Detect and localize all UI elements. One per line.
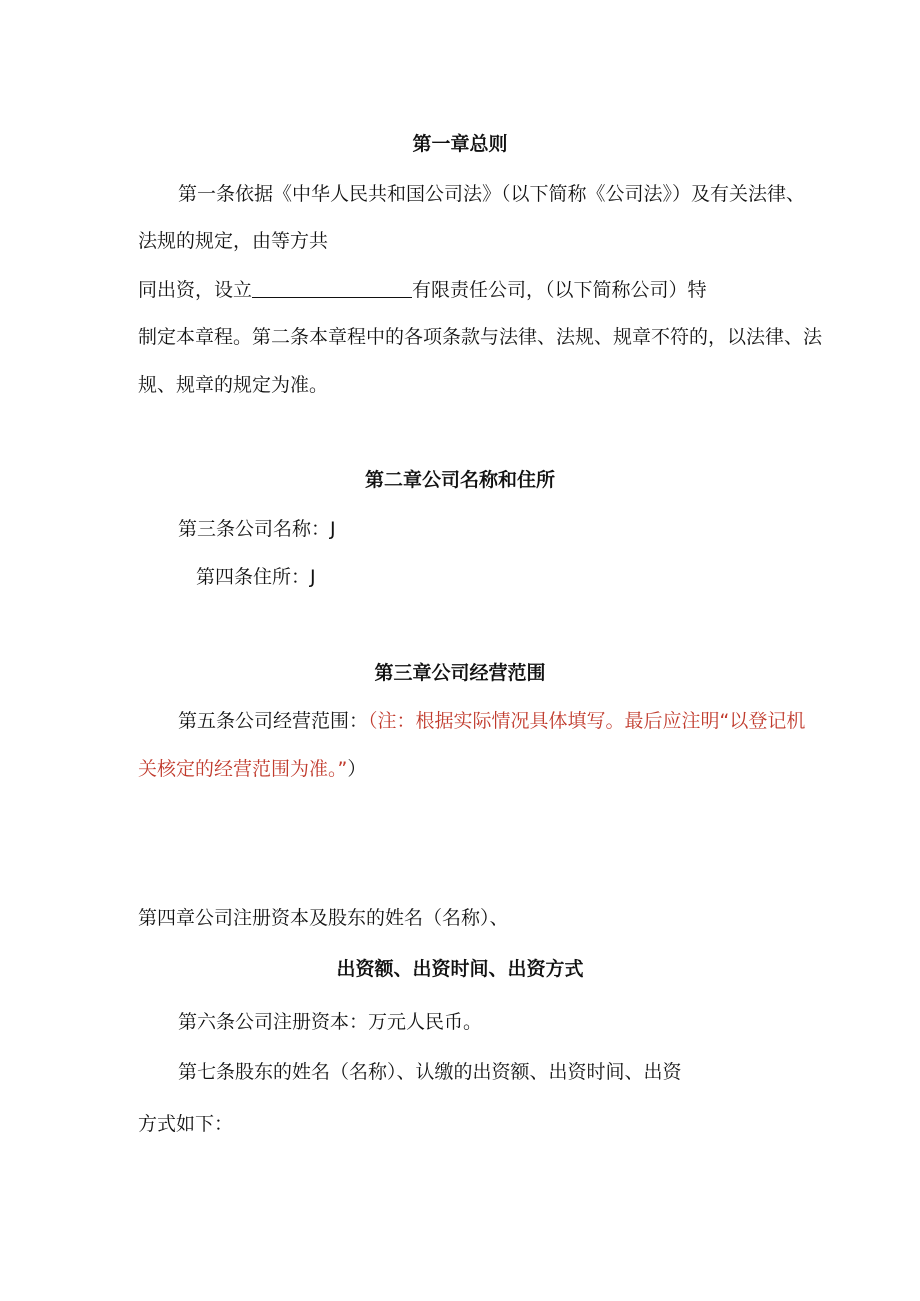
art7-line2: 方式如下： xyxy=(138,1113,234,1135)
art1-line3-prefix: 同出资，设立 xyxy=(138,279,253,301)
art5-line1 xyxy=(178,707,805,735)
art4-address: 第四条住所：J xyxy=(196,566,316,588)
art1-line1: 第一条依据《中华人民共和国公司法》（以下简称《公司法》）及有关法律、 xyxy=(178,183,806,205)
art1-line4: 制定本章程。第二条本章程中的各项条款与法律、法规、规章不符的，以法律、法 xyxy=(138,326,823,348)
chapter4-title-line1: 第四章公司注册资本及股东的姓名（名称）、 xyxy=(138,907,509,929)
art1-line3 xyxy=(138,276,707,304)
art7-line1: 第七条股东的姓名（名称）、认缴的出资额、出资时间、出资 xyxy=(178,1061,682,1083)
art3-company-name: 第三条公司名称：J xyxy=(178,518,336,540)
art5-note-part2: 关核定的经营范围为准。” xyxy=(138,758,348,780)
chapter4-title-line2: 出资额、出资时间、出资方式 xyxy=(336,958,584,980)
art5-close-paren: ） xyxy=(347,758,367,780)
art5-note-part1: （注：根据实际情况具体填写。最后应注明“以登记机 xyxy=(368,710,806,732)
art1-line3-suffix: 有限责任公司，（以下简称公司）特 xyxy=(412,279,707,301)
art1-line2: 法规的规定，由等方共 xyxy=(138,230,329,252)
art5-label: 第五条公司经营范围： xyxy=(178,710,369,732)
art1-line5: 规、规章的规定为准。 xyxy=(138,374,329,396)
art6-registered-capital: 第六条公司注册资本：万元人民币。 xyxy=(178,1011,483,1033)
art5-line2 xyxy=(138,755,366,783)
chapter3-title: 第三章公司经营范围 xyxy=(374,662,546,684)
chapter2-title: 第二章公司名称和住所 xyxy=(364,469,555,491)
chapter1-title: 第一章总则 xyxy=(412,133,508,155)
company-name-blank xyxy=(252,277,412,298)
